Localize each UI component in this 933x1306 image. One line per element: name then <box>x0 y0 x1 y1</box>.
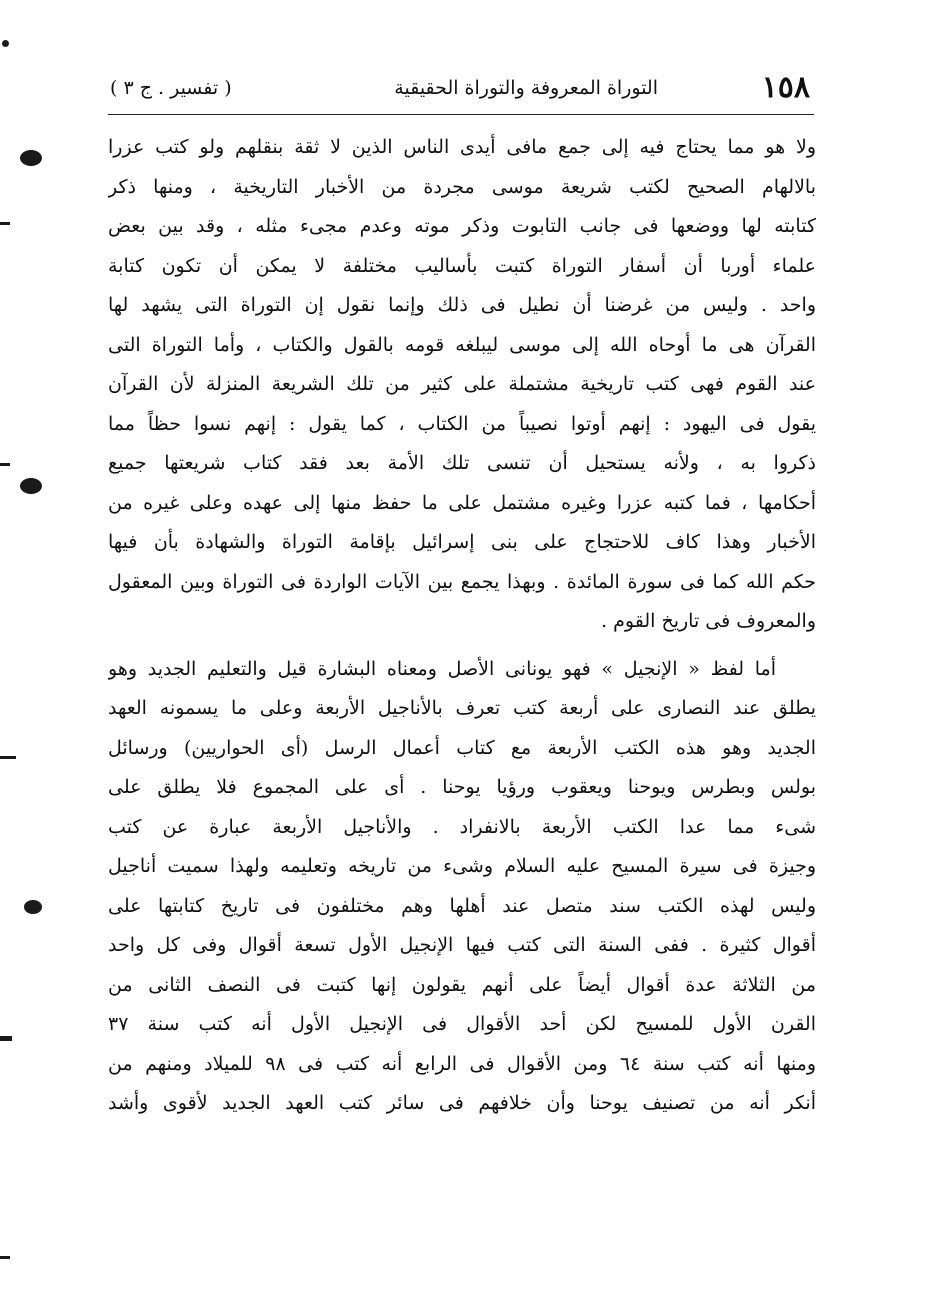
text-line: الأخبار وهذا كاف للاحتجاج على بنى إسرائيل بإقامة التوراة والشهادة بأن فيها <box>108 531 816 553</box>
text-line: ذكروا به ، ولأنه يستحيل أن تنسى تلك الأمة بعد فقد كتاب شريعتها جميع <box>108 452 816 474</box>
text-line: أنكر أنه من تصنيف يوحنا وأن خلافهم فى سائر كتب العهد الجديد لأقوى وأشد <box>108 1092 816 1114</box>
scan-speck <box>20 478 42 494</box>
text-line: أقوال كثيرة . ففى السنة التى كتب فيها الإنجيل الأول تسعة أقوال وفى كل واحد <box>108 934 816 956</box>
scan-speck <box>20 150 42 166</box>
scan-speck <box>0 1256 10 1259</box>
text-line: يقول فى اليهود : إنهم أوتوا نصيباً من الكتاب ، كما يقول : إنهم نسوا حظاً مما <box>108 412 816 435</box>
scan-speck <box>24 900 42 914</box>
scan-speck <box>2 40 9 47</box>
text-line: يطلق عند النصارى على أربعة كتب تعرف بالأناجيل الأربعة وعلى ما يسمونه العهد <box>108 697 816 719</box>
text-line: وليس لهذه الكتب سند متصل عند أهلها وهم مختلفون فى تاريخ كتابتها على <box>108 894 816 917</box>
running-header <box>110 68 810 108</box>
body-text <box>108 128 816 1124</box>
text-line: شىء مما عدا الكتب الأربعة بالانفراد . والأناجيل الأربعة عبارة عن كتب <box>108 815 816 838</box>
text-line: أما لفظ « الإنجيل » فهو يونانى الأصل ومعناه البشارة قيل والتعليم الجديد وهو <box>108 657 776 680</box>
text-line: من الثلاثة عدة أقوال أيضاً على أنهم يقولون إنها كتبت فى النصف الثانى من <box>108 973 816 996</box>
volume-reference: ( تفسير . ج ٣ ) <box>110 77 232 99</box>
paragraph-gap <box>108 642 816 650</box>
text-line: علماء أوربا أن أسفار التوراة كتبت بأساليب مختلفة لا يمكن أن تكون كتابة <box>108 254 816 277</box>
text-line: عند القوم فهى كتب تاريخية مشتملة على كثير من تلك الشريعة المنزلة لأن القرآن <box>108 373 816 395</box>
text-line: والمعروف فى تاريخ القوم . <box>601 610 816 632</box>
text-line: حكم الله كما فى سورة المائدة . وبهذا يجمع بين الآيات الواردة فى التوراة وبين المعقول <box>108 570 816 593</box>
scan-speck <box>0 222 10 225</box>
text-line: القرن الأول للمسيح لكن أحد الأقوال فى الإنجيل الأول أنه كتب سنة ٣٧ <box>108 1013 816 1035</box>
text-line: وجيزة فى سيرة المسيح عليه السلام وشىء من تاريخه وتعليمه ولهذا سميت أناجيل <box>108 855 816 877</box>
running-title: التوراة المعروفة والتوراة الحقيقية <box>394 77 658 99</box>
page-number: ١٥٨ <box>761 70 810 105</box>
paragraph <box>108 128 816 642</box>
scan-speck <box>0 756 16 759</box>
text-line: ولا هو مما يحتاج فيه إلى جمع مافى أيدى الناس الذين لا ثقة بنقلهم ولو كتب عزرا <box>108 136 816 158</box>
text-line: الجديد وهو هذه الكتب الأربعة مع كتاب أعمال الرسل (أى الحواريين) ورسائل <box>108 736 816 759</box>
header-rule <box>108 114 814 115</box>
text-line: بولس وبطرس ويوحنا ويعقوب ورؤيا يوحنا . أى على المجموع فلا يطلق على <box>108 776 816 798</box>
text-line: أحكامها ، فما كتبه عزرا وغيره مشتمل على ما حفظ منها إلى عهده وعلى غيره من <box>108 491 816 514</box>
text-line: ومنها أنه كتب سنة ٦٤ ومن الأقوال فى الرابع أنه كتب فى ٩٨ للميلاد ومنهم من <box>108 1052 816 1075</box>
scan-speck <box>0 1036 12 1041</box>
paragraph <box>108 650 816 1124</box>
scan-speck <box>0 463 10 466</box>
text-line: واحد . وليس من غرضنا أن نطيل فى ذلك وإنما نقول إن التوراة التى يشهد لها <box>108 294 816 316</box>
text-line: كتابته لها ووضعها فى جانب التابوت وذكر موته وعدم مجىء مثله ، وقد بين بعض <box>108 215 816 237</box>
text-line: بالالهام الصحيح لكتب شريعة موسى مجردة من الأخبار التاريخية ، ومنها ذكر <box>108 175 816 198</box>
text-line: القرآن هى ما أوحاه الله إلى موسى ليبلغه قومه بالقول والكتاب ، وأما التوراة التى <box>108 333 816 356</box>
